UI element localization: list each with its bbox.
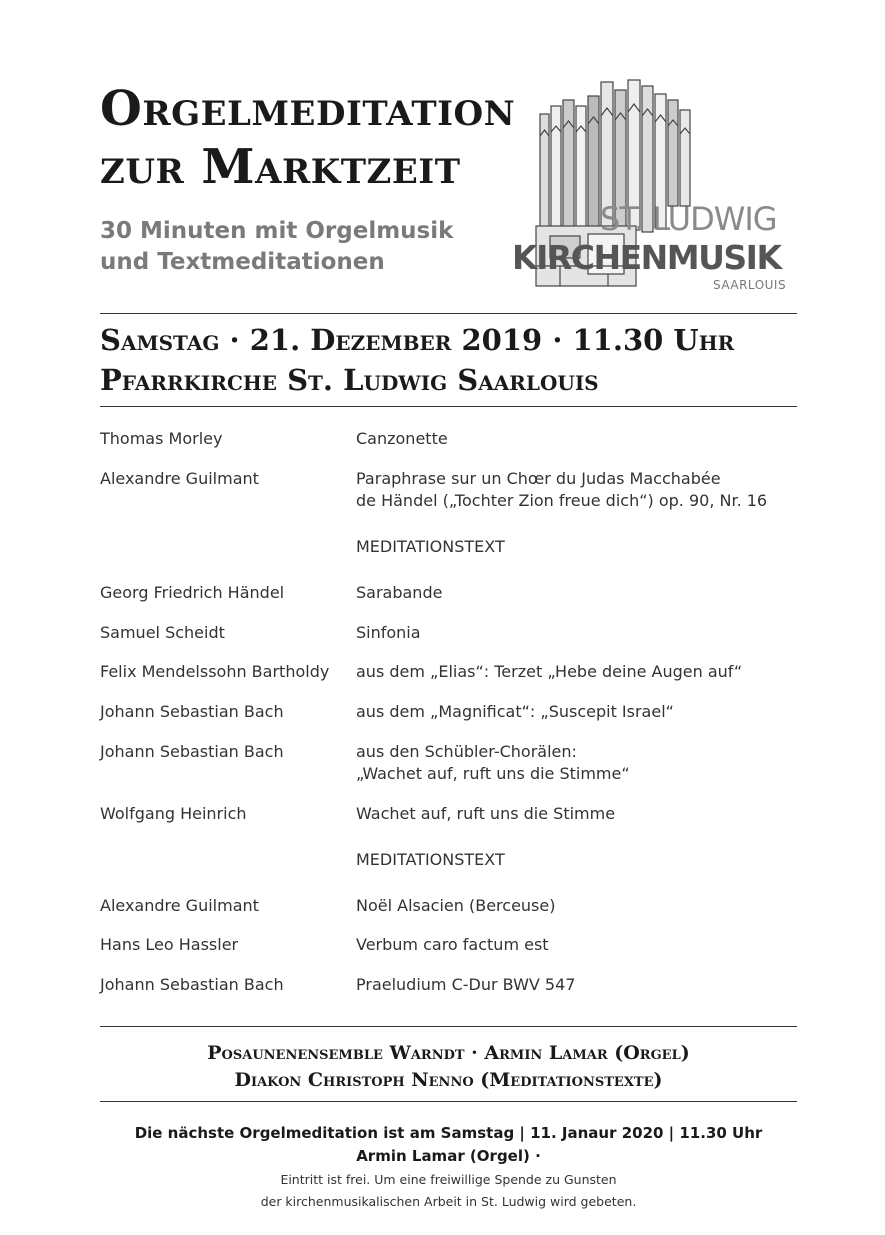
work-line: aus dem „Elias“: Terzet „Hebe deine Augen auf“ bbox=[356, 662, 743, 681]
subtitle bbox=[100, 216, 520, 278]
title-line-1: Orgelmeditation bbox=[100, 81, 516, 137]
composer-name: Felix Mendelssohn Bartholdy bbox=[100, 662, 330, 681]
admission-note-line-2: der kirchenmusikalischen Arbeit in St. Ludwig wird gebeten. bbox=[260, 1194, 637, 1209]
work-line: „Wachet auf, ruft uns die Stimme“ bbox=[356, 764, 630, 783]
work-line: aus dem „Magnificat“: „Suscepit Israel“ bbox=[356, 702, 674, 721]
composer-name: Georg Friedrich Händel bbox=[100, 583, 285, 602]
composer-name: Johann Sebastian Bach bbox=[100, 702, 284, 721]
performers-line-2: Diakon Christoph Nenno (Meditationstexte) bbox=[234, 1069, 663, 1091]
work-title bbox=[356, 622, 796, 644]
divider-program-top bbox=[100, 406, 797, 407]
work-line: Paraphrase sur un Chœr du Judas Macchabée bbox=[356, 469, 721, 488]
work-line: MEDITATIONSTEXT bbox=[356, 537, 505, 556]
next-event-line-1: Die nächste Orgelmeditation ist am Samstag | 11. Janaur 2020 | 11.30 Uhr bbox=[134, 1124, 763, 1142]
logo-text-st-ludwig: ST. LUDWIG bbox=[600, 200, 777, 238]
work-title bbox=[356, 895, 796, 917]
logo-text-saarlouis: SAARLOUIS bbox=[713, 278, 787, 292]
composer-name: Alexandre Guilmant bbox=[100, 896, 259, 915]
event-info bbox=[100, 320, 800, 400]
meditation-text-label bbox=[356, 849, 796, 871]
divider-performers-top bbox=[100, 1026, 797, 1027]
work-title bbox=[356, 468, 796, 512]
work-title bbox=[356, 701, 796, 723]
subtitle-line-2: und Textmeditationen bbox=[100, 249, 385, 275]
event-date-time: Samstag · 21. Dezember 2019 · 11.30 Uhr bbox=[100, 323, 735, 357]
performers-line-1: Posaunenensemble Warndt · Armin Lamar (Orgel) bbox=[207, 1042, 690, 1064]
work-title bbox=[356, 428, 796, 450]
admission-note-line-1: Eintritt ist frei. Um eine freiwillige Spende zu Gunsten bbox=[280, 1172, 617, 1187]
composer-name: Wolfgang Heinrich bbox=[100, 804, 247, 823]
work-line: Praeludium C-Dur BWV 547 bbox=[356, 975, 576, 994]
work-line: Canzonette bbox=[356, 429, 448, 448]
work-line: Noël Alsacien (Berceuse) bbox=[356, 896, 556, 915]
work-title bbox=[356, 974, 796, 996]
work-title bbox=[356, 741, 796, 785]
event-location: Pfarrkirche St. Ludwig Saarlouis bbox=[100, 363, 599, 397]
composer-name: Thomas Morley bbox=[100, 429, 223, 448]
next-event-line-2: Armin Lamar (Orgel) · bbox=[356, 1147, 541, 1165]
work-title bbox=[356, 582, 796, 604]
work-line: de Händel („Tochter Zion freue dich“) op. 90, Nr. 16 bbox=[356, 491, 768, 510]
work-title bbox=[356, 661, 796, 683]
work-title bbox=[356, 934, 796, 956]
page-title bbox=[100, 80, 530, 196]
composer-name: Johann Sebastian Bach bbox=[100, 742, 284, 761]
divider-top bbox=[100, 313, 797, 314]
composer-name: Hans Leo Hassler bbox=[100, 935, 239, 954]
title-line-2: zur Marktzeit bbox=[100, 139, 461, 195]
work-line: Wachet auf, ruft uns die Stimme bbox=[356, 804, 616, 823]
composer-name: Alexandre Guilmant bbox=[100, 469, 259, 488]
next-event-info bbox=[100, 1122, 797, 1168]
meditation-text-label bbox=[356, 536, 796, 558]
work-line: Sinfonia bbox=[356, 623, 421, 642]
logo-text-kirchenmusik: KIRCHENMUSIK bbox=[512, 238, 781, 277]
work-line: Sarabande bbox=[356, 583, 443, 602]
work-line: Verbum caro factum est bbox=[356, 935, 549, 954]
composer-name: Johann Sebastian Bach bbox=[100, 975, 284, 994]
performers-info bbox=[100, 1040, 797, 1094]
divider-footer-top bbox=[100, 1101, 797, 1102]
work-line: MEDITATIONSTEXT bbox=[356, 850, 505, 869]
subtitle-line-1: 30 Minuten mit Orgelmusik bbox=[100, 218, 454, 244]
admission-note bbox=[100, 1169, 797, 1213]
work-title bbox=[356, 803, 796, 825]
work-line: aus den Schübler-Chorälen: bbox=[356, 742, 577, 761]
composer-name: Samuel Scheidt bbox=[100, 623, 225, 642]
